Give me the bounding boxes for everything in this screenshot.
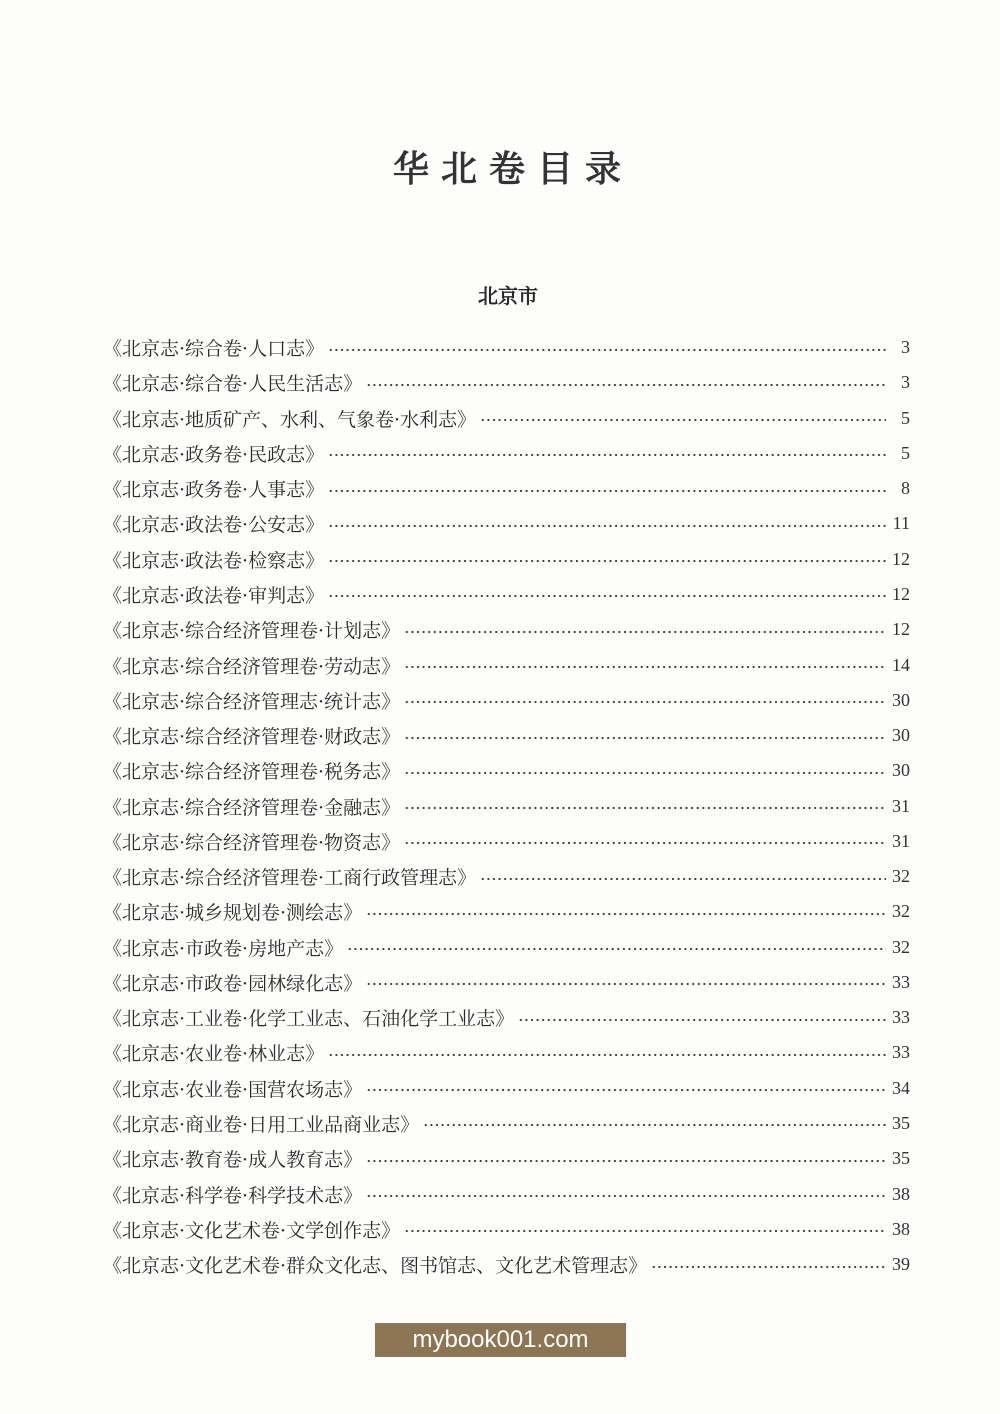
toc-entry <box>103 1106 910 1141</box>
toc-entry-page: 31 <box>892 795 910 816</box>
dot-leader <box>328 559 886 563</box>
toc-entry-page: 35 <box>892 1148 910 1169</box>
dot-leader <box>328 1053 886 1057</box>
dot-leader <box>423 1123 886 1127</box>
dot-leader <box>328 348 886 352</box>
toc-entry <box>103 436 910 471</box>
toc-entry <box>103 930 910 965</box>
dot-leader <box>328 489 886 493</box>
table-of-contents <box>103 330 910 1282</box>
toc-entry-title: 《北京志·城乡规划卷·测绘志》 <box>103 902 363 925</box>
toc-entry-page: 38 <box>892 1218 910 1239</box>
dot-leader <box>404 736 886 740</box>
toc-entry-page: 33 <box>892 971 910 992</box>
dot-leader <box>404 665 886 669</box>
dot-leader <box>347 947 886 951</box>
toc-entry-page: 30 <box>892 725 910 746</box>
toc-entry-title: 《北京志·市政卷·园林绿化志》 <box>103 972 363 995</box>
toc-entry-title: 《北京志·教育卷·成人教育志》 <box>103 1149 363 1172</box>
dot-leader <box>404 806 886 810</box>
toc-entry-title: 《北京志·综合经济管理卷·计划志》 <box>103 620 401 643</box>
toc-entry <box>103 753 910 788</box>
dot-leader <box>404 630 886 634</box>
toc-entry-title: 《北京志·地质矿产、水利、气象卷·水利志》 <box>103 408 477 431</box>
toc-entry <box>103 1071 910 1106</box>
dot-leader <box>366 1159 886 1163</box>
dot-leader <box>366 1088 886 1092</box>
toc-entry <box>103 612 910 647</box>
toc-entry-title: 《北京志·工业卷·化学工业志、石油化学工业志》 <box>103 1008 515 1031</box>
toc-entry-title: 《北京志·政务卷·民政志》 <box>103 443 325 466</box>
toc-entry-title: 《北京志·综合经济管理卷·金融志》 <box>103 796 401 819</box>
toc-entry-page: 3 <box>901 372 910 393</box>
toc-entry-page: 32 <box>892 866 910 887</box>
toc-entry-title: 《北京志·综合经济管理志·统计志》 <box>103 690 401 713</box>
toc-entry-page: 12 <box>892 619 910 640</box>
toc-entry <box>103 577 910 612</box>
toc-entry-title: 《北京志·政务卷·人事志》 <box>103 479 325 502</box>
toc-entry-page: 33 <box>892 1042 910 1063</box>
toc-entry-title: 《北京志·政法卷·检察志》 <box>103 549 325 572</box>
dot-leader <box>366 982 886 986</box>
toc-entry <box>103 1176 910 1211</box>
toc-entry-page: 39 <box>892 1254 910 1275</box>
watermark-banner: mybook001.com <box>375 1323 626 1357</box>
toc-entry-title: 《北京志·文化艺术卷·文学创作志》 <box>103 1219 401 1242</box>
toc-entry <box>103 859 910 894</box>
toc-entry <box>103 471 910 506</box>
toc-entry <box>103 542 910 577</box>
toc-entry-title: 《北京志·综合经济管理卷·工商行政管理志》 <box>103 867 477 890</box>
toc-entry <box>103 330 910 365</box>
toc-entry-title: 《北京志·农业卷·国营农场志》 <box>103 1078 363 1101</box>
toc-entry-title: 《北京志·商业卷·日用工业品商业志》 <box>103 1113 420 1136</box>
dot-leader <box>404 771 886 775</box>
toc-entry <box>103 401 910 436</box>
toc-entry <box>103 1035 910 1070</box>
toc-entry-title: 《北京志·综合经济管理卷·劳动志》 <box>103 655 401 678</box>
toc-entry-page: 38 <box>892 1183 910 1204</box>
section-title: 北京市 <box>478 284 538 308</box>
toc-entry-page: 30 <box>892 760 910 781</box>
toc-entry <box>103 1212 910 1247</box>
toc-entry <box>103 1247 910 1282</box>
toc-entry-page: 33 <box>892 1007 910 1028</box>
toc-entry-title: 《北京志·政法卷·审判志》 <box>103 584 325 607</box>
toc-entry-page: 12 <box>892 583 910 604</box>
dot-leader <box>518 1018 886 1022</box>
dot-leader <box>366 383 886 387</box>
toc-entry <box>103 365 910 400</box>
toc-entry <box>103 718 910 753</box>
page-title: 华北卷目录 <box>392 149 633 190</box>
dot-leader <box>651 1265 886 1269</box>
toc-entry-title: 《北京志·政法卷·公安志》 <box>103 514 325 537</box>
toc-entry-page: 5 <box>901 407 910 428</box>
toc-entry <box>103 788 910 823</box>
toc-entry-page: 30 <box>892 689 910 710</box>
toc-entry-title: 《北京志·综合卷·人民生活志》 <box>103 373 363 396</box>
dot-leader <box>404 1229 886 1233</box>
toc-entry-title: 《北京志·综合卷·人口志》 <box>103 338 325 361</box>
toc-entry-title: 《北京志·综合经济管理卷·税务志》 <box>103 761 401 784</box>
dot-leader <box>404 841 886 845</box>
toc-entry-title: 《北京志·文化艺术卷·群众文化志、图书馆志、文化艺术管理志》 <box>103 1255 648 1278</box>
toc-entry-title: 《北京志·综合经济管理卷·物资志》 <box>103 831 401 854</box>
toc-entry-title: 《北京志·科学卷·科学技术志》 <box>103 1184 363 1207</box>
toc-entry-page: 14 <box>892 654 910 675</box>
dot-leader <box>328 524 886 528</box>
toc-entry-page: 11 <box>892 513 910 534</box>
toc-entry-page: 8 <box>901 478 910 499</box>
toc-entry-title: 《北京志·农业卷·林业志》 <box>103 1043 325 1066</box>
toc-entry <box>103 894 910 929</box>
dot-leader <box>328 594 886 598</box>
toc-entry-page: 5 <box>901 442 910 463</box>
toc-entry-title: 《北京志·综合经济管理卷·财政志》 <box>103 726 401 749</box>
dot-leader <box>328 453 886 457</box>
toc-entry-page: 35 <box>892 1112 910 1133</box>
toc-entry-page: 32 <box>892 936 910 957</box>
dot-leader <box>404 700 886 704</box>
toc-entry-page: 31 <box>892 830 910 851</box>
dot-leader <box>366 912 886 916</box>
toc-entry <box>103 824 910 859</box>
toc-entry <box>103 647 910 682</box>
dot-leader <box>480 877 886 881</box>
toc-entry <box>103 965 910 1000</box>
toc-entry-page: 34 <box>892 1077 910 1098</box>
toc-entry-page: 3 <box>901 337 910 358</box>
dot-leader <box>366 1194 886 1198</box>
toc-entry <box>103 1141 910 1176</box>
toc-entry <box>103 683 910 718</box>
toc-entry-page: 32 <box>892 901 910 922</box>
dot-leader <box>480 418 886 422</box>
toc-entry-title: 《北京志·市政卷·房地产志》 <box>103 937 344 960</box>
toc-entry <box>103 506 910 541</box>
toc-entry-page: 12 <box>892 548 910 569</box>
toc-entry <box>103 1000 910 1035</box>
